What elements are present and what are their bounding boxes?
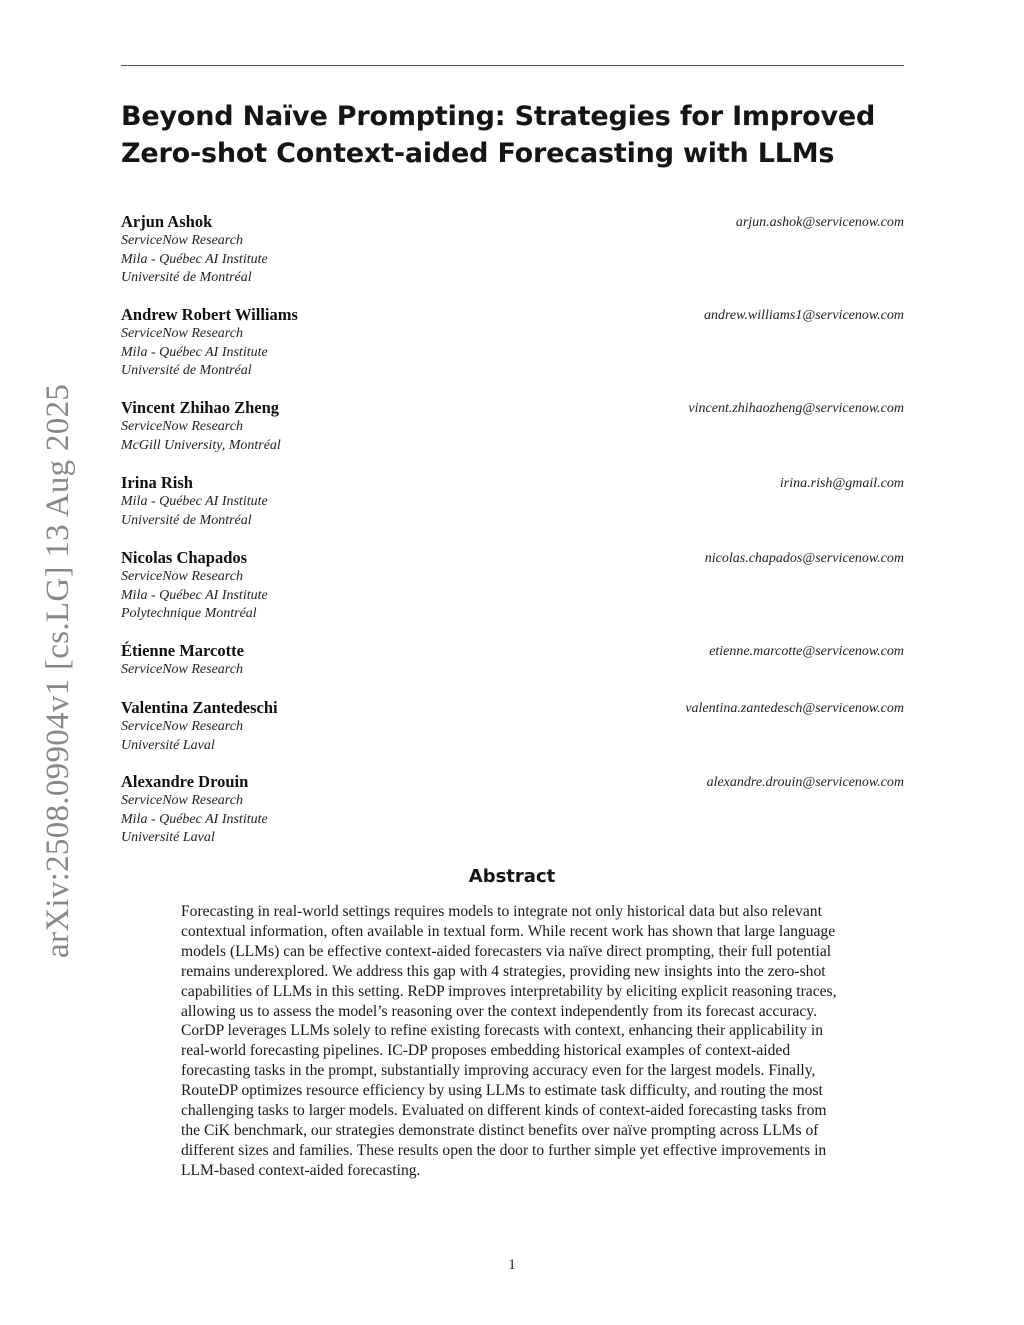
author-affiliation: Mila - Québec AI Institute: [121, 494, 268, 509]
author-affiliation: Mila - Québec AI Institute: [121, 587, 268, 603]
author-affiliation: ServiceNow Research: [121, 419, 243, 434]
author-name: Valentina Zantedeschi: [121, 698, 278, 717]
author-name: Irina Rish: [121, 473, 193, 492]
author-email[interactable]: andrew.williams1@servicenow.com: [703, 308, 904, 323]
header-rule: [121, 65, 904, 66]
author-block: [121, 641, 904, 680]
author-affiliation: Mila - Québec AI Institute: [121, 251, 268, 267]
page-number: 1: [508, 1257, 516, 1273]
author-affiliation: Université de Montréal: [121, 363, 252, 378]
author-affiliation: ServiceNow Research: [121, 569, 243, 584]
author-email[interactable]: nicolas.chapados@servicenow.com: [704, 551, 904, 566]
author-block: [121, 305, 904, 381]
author-block: [121, 698, 904, 755]
paper-title: Beyond Naïve Prompting: Strategies for Improved Zero-shot Context-aided Forecasting with LLMs: [121, 101, 876, 169]
author-affiliation: McGill University, Montréal: [121, 437, 281, 453]
author-block: [121, 548, 904, 624]
author-affiliation: Université Laval: [121, 830, 215, 845]
author-name: Vincent Zhihao Zheng: [121, 398, 280, 417]
author-affiliation: Mila - Québec AI Institute: [121, 811, 268, 827]
author-email[interactable]: alexandre.drouin@servicenow.com: [706, 775, 904, 790]
author-affiliation: ServiceNow Research: [121, 793, 243, 808]
author-name: Étienne Marcotte: [121, 641, 244, 660]
author-block: [121, 212, 904, 288]
author-email[interactable]: etienne.marcotte@servicenow.com: [709, 644, 904, 659]
author-affiliation: ServiceNow Research: [121, 719, 243, 734]
author-email[interactable]: valentina.zantedesch@servicenow.com: [685, 701, 904, 716]
author-affiliation: Université Laval: [121, 737, 215, 753]
author-affiliation: Mila - Québec AI Institute: [121, 344, 268, 360]
author-name: Nicolas Chapados: [121, 548, 248, 567]
author-block: [121, 398, 904, 455]
author-email[interactable]: irina.rish@gmail.com: [779, 476, 904, 491]
abstract-text: Forecasting in real-world settings requires models to integrate not only historical data but also relevant contextual information, often available in textual form. While recent work has shown that large language models (LLMs) can be effective context-aided forecasters via naïve direct prompting, their full potential remains underexplored. We address this gap with 4 strategies, providing new insights into the zero-shot capabilities of LLMs in this setting. ReDP improves interpretability by eliciting explicit reasoning traces, allowing us to assess the model’s reasoning over the context independently from its forecast accuracy. CorDP leverages LLMs solely to refine existing forecasts with context, enhancing their applicability in real-world forecasting pipelines. IC-DP proposes embedding historical examples of context-aided forecasting tasks in the prompt, substantially improving accuracy even for the largest models. Finally, RouteDP optimizes resource efficiency by using LLMs to estimate task difficulty, and routing the most challenging tasks to larger models. Evaluated on different kinds of context-aided forecasting tasks from the CiK benchmark, our strategies demonstrate distinct benefits over naïve prompting across LLMs of different sizes and families. These results open the door to further simple yet effective improvements in LLM-based context-aided forecasting.: [181, 903, 837, 1179]
author-affiliation: Université de Montréal: [121, 512, 252, 528]
author-affiliation: Université de Montréal: [121, 270, 252, 285]
arxiv-stamp: arXiv:2508.09904v1 [cs.LG] 13 Aug 2025: [40, 383, 76, 958]
author-affiliation: ServiceNow Research: [121, 233, 243, 248]
author-block: [121, 473, 904, 530]
author-block: [121, 772, 904, 848]
author-name: Alexandre Drouin: [121, 772, 249, 791]
author-affiliation: Polytechnique Montréal: [121, 606, 257, 621]
author-name: Andrew Robert Williams: [121, 305, 298, 324]
author-email[interactable]: vincent.zhihaozheng@servicenow.com: [688, 401, 904, 416]
author-affiliation: ServiceNow Research: [121, 662, 243, 677]
author-email[interactable]: arjun.ashok@servicenow.com: [735, 215, 904, 230]
author-affiliation: ServiceNow Research: [121, 326, 243, 341]
author-name: Arjun Ashok: [121, 212, 213, 231]
abstract-heading: Abstract: [468, 866, 556, 887]
